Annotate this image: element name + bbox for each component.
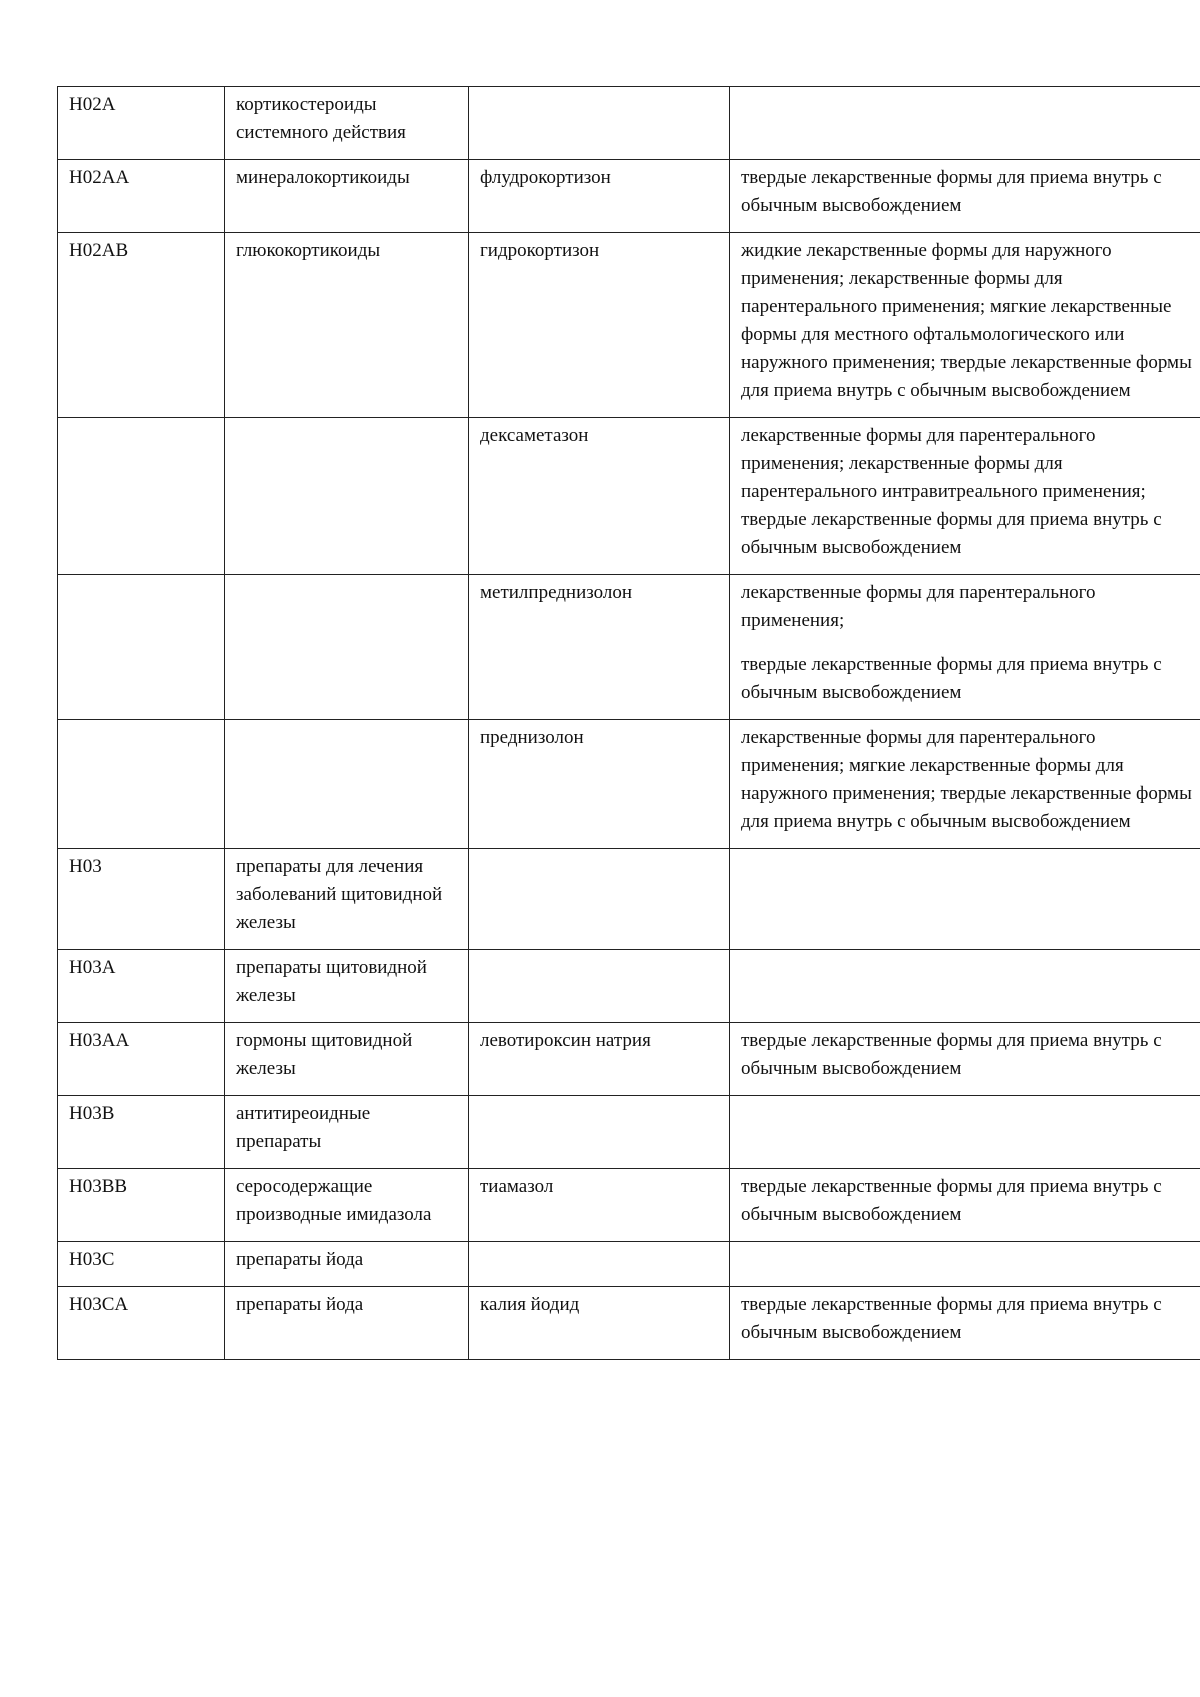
- dosage-form-text: жидкие лекарственные формы для наружного применения; лекарственные формы для парентерального применения; мягкие лекарственные формы для местного офтальмологического или наружного применения; твердые лекарственные формы для приема внутрь с обычным высвобождением: [741, 240, 1192, 401]
- drug-name-cell: флудрокортизон: [469, 160, 730, 233]
- atc-code-cell: H03BB: [58, 1169, 225, 1242]
- drug-name-cell: калия йодид: [469, 1287, 730, 1360]
- dosage-forms-cell: [730, 1242, 1200, 1287]
- table-row: [58, 160, 1200, 233]
- atc-code-cell: H02A: [58, 87, 225, 160]
- drug-name-cell: [469, 849, 730, 950]
- table-row: [58, 720, 1200, 849]
- dosage-forms-cell: [730, 160, 1200, 233]
- table-row: [58, 950, 1200, 1023]
- anatomical-group-cell: [225, 720, 469, 849]
- dosage-form-text: твердые лекарственные формы для приема внутрь с обычным высвобождением: [741, 654, 1162, 703]
- table-row: [58, 1096, 1200, 1169]
- anatomical-group-cell: антитиреоидные препараты: [225, 1096, 469, 1169]
- table-row: [58, 849, 1200, 950]
- anatomical-group-cell: препараты щитовидной железы: [225, 950, 469, 1023]
- anatomical-group-cell: кортикостероиды системного действия: [225, 87, 469, 160]
- atc-code-cell: [58, 720, 225, 849]
- dosage-forms-cell: [730, 849, 1200, 950]
- anatomical-group-cell: гормоны щитовидной железы: [225, 1023, 469, 1096]
- atc-code-cell: [58, 418, 225, 575]
- anatomical-group-cell: препараты йода: [225, 1287, 469, 1360]
- table-row: [58, 233, 1200, 418]
- drug-name-cell: гидрокортизон: [469, 233, 730, 418]
- dosage-forms-cell: [730, 418, 1200, 575]
- dosage-form-text: твердые лекарственные формы для приема внутрь с обычным высвобождением: [741, 1030, 1162, 1079]
- dosage-form-text: лекарственные формы для парентерального применения;: [741, 582, 1096, 631]
- atc-code-cell: H03: [58, 849, 225, 950]
- drug-name-cell: тиамазол: [469, 1169, 730, 1242]
- table-row: [58, 1287, 1200, 1360]
- table-row: [58, 1242, 1200, 1287]
- drug-name-cell: левотироксин натрия: [469, 1023, 730, 1096]
- table-row: [58, 418, 1200, 575]
- drug-name-cell: [469, 1096, 730, 1169]
- atc-code-cell: H03AA: [58, 1023, 225, 1096]
- dosage-form-text: твердые лекарственные формы для приема внутрь с обычным высвобождением: [741, 167, 1162, 216]
- atc-code-cell: H03CA: [58, 1287, 225, 1360]
- drug-name-cell: дексаметазон: [469, 418, 730, 575]
- dosage-form-text: твердые лекарственные формы для приема внутрь с обычным высвобождением: [741, 1176, 1162, 1225]
- dosage-forms-cell: [730, 720, 1200, 849]
- anatomical-group-cell: препараты для лечения заболеваний щитовидной железы: [225, 849, 469, 950]
- drug-name-cell: метилпреднизолон: [469, 575, 730, 720]
- dosage-forms-cell: [730, 1096, 1200, 1169]
- table-row: [58, 87, 1200, 160]
- dosage-forms-cell: [730, 1023, 1200, 1096]
- anatomical-group-cell: серосодержащие производные имидазола: [225, 1169, 469, 1242]
- medicines-table: [57, 86, 1200, 1360]
- atc-code-cell: H02AA: [58, 160, 225, 233]
- anatomical-group-cell: [225, 418, 469, 575]
- dosage-form-text: твердые лекарственные формы для приема внутрь с обычным высвобождением: [741, 1294, 1162, 1343]
- drug-name-cell: [469, 1242, 730, 1287]
- drug-name-cell: [469, 87, 730, 160]
- dosage-form-text: лекарственные формы для парентерального применения; мягкие лекарственные формы для наружного применения; твердые лекарственные формы для приема внутрь с обычным высвобождением: [741, 727, 1192, 832]
- dosage-forms-cell: [730, 575, 1200, 720]
- table-body: [58, 87, 1200, 1360]
- anatomical-group-cell: препараты йода: [225, 1242, 469, 1287]
- atc-code-cell: H03C: [58, 1242, 225, 1287]
- anatomical-group-cell: минералокортикоиды: [225, 160, 469, 233]
- anatomical-group-cell: глюкокортикоиды: [225, 233, 469, 418]
- dosage-forms-cell: [730, 87, 1200, 160]
- dosage-form-text: лекарственные формы для парентерального применения; лекарственные формы для парентерального интравитреального применения; твердые лекарственные формы для приема внутрь с обычным высвобождением: [741, 425, 1162, 558]
- anatomical-group-cell: [225, 575, 469, 720]
- atc-code-cell: H02AB: [58, 233, 225, 418]
- dosage-forms-cell: [730, 1287, 1200, 1360]
- drug-name-cell: [469, 950, 730, 1023]
- table-row: [58, 1169, 1200, 1242]
- dosage-forms-cell: [730, 950, 1200, 1023]
- atc-code-cell: [58, 575, 225, 720]
- atc-code-cell: H03B: [58, 1096, 225, 1169]
- atc-code-cell: H03A: [58, 950, 225, 1023]
- dosage-forms-cell: [730, 233, 1200, 418]
- table-row: [58, 575, 1200, 720]
- table-row: [58, 1023, 1200, 1096]
- drug-name-cell: преднизолон: [469, 720, 730, 849]
- dosage-forms-cell: [730, 1169, 1200, 1242]
